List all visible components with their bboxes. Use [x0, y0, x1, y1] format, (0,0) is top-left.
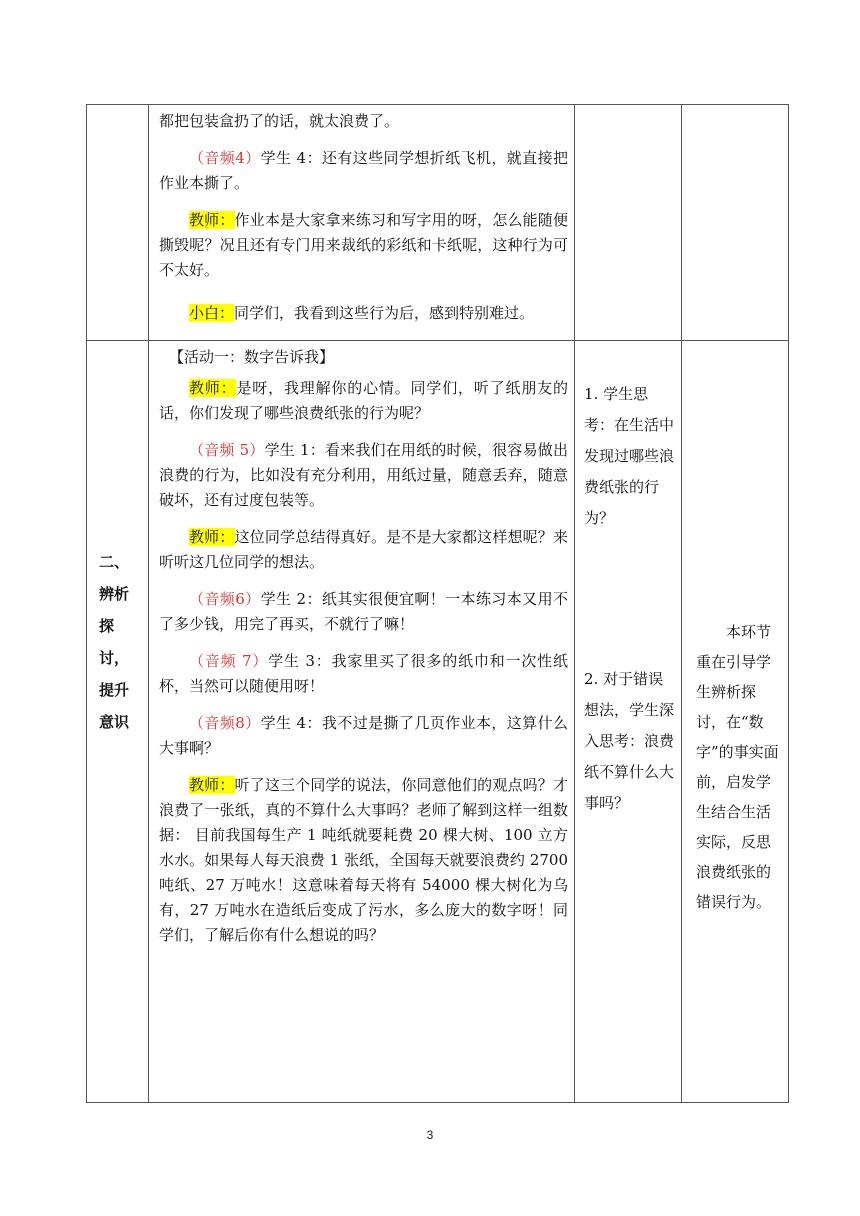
speaker-label: 教师：	[189, 211, 235, 229]
speaker-label: 小白：	[189, 304, 235, 322]
activity-title: 【活动一：数字告诉我】	[169, 348, 335, 366]
audio-line: （音频8）学生 4：我不过是撕了几页作业本，这算什么大事啊？	[159, 714, 568, 757]
audio-tag: （音频6）	[189, 590, 261, 608]
teacher-line: 教师：作业本是大家拿来练习和写字用的呀，怎么能随便撕毁呢？况且还有专门用来裁纸的彩纸和卡纸呢，这种行为可不太好。	[159, 211, 568, 279]
teacher-line: 教师：听了这三个同学的说法，你同意他们的观点吗？才浪费了一张纸，真的不算什么大事吗？老师了解到这样一组数据： 目前我国每生产 1 吨纸就要耗费 20 棵大树、100 立方水水。如果每人每天浪费 1 张纸，全国每天就要浪费约 2700 吨纸、27 万吨水！这意味着每天将有 54000 棵大树化为乌有，27 万吨水在造纸后变成了污水，多么庞大的数字呀！同学们，了解后你有什么想说的吗？	[159, 776, 568, 944]
audio-line: （音频 7）学生 3：我家里买了很多的纸巾和一次性纸杯，当然可以随便用呀！	[159, 652, 568, 695]
audio-tag: （音频8）	[189, 714, 261, 732]
table-row	[87, 341, 789, 1103]
student-cell-empty	[575, 105, 682, 341]
page-number: 3	[426, 1128, 434, 1142]
process-cell	[149, 105, 575, 341]
lesson-plan-table	[86, 104, 789, 1103]
teacher-line: 教师：是呀，我理解你的心情。同学们，听了纸朋友的话，你们发现了哪些浪费纸张的行为呢？	[159, 379, 568, 422]
design-intent: 本环节重在引导学生辨析探讨，在“数字”的事实面前，启发学生结合生活实际，反思浪费纸张的错误行为。	[696, 622, 779, 911]
student-activity-1: 1. 学生思考：在生活中发现过哪些浪费纸张的行为？	[584, 385, 675, 527]
audio-tag: （音频 5）	[189, 441, 265, 459]
speaker-label: 教师：	[189, 776, 235, 794]
teacher-line: 教师：这位同学总结得真好。是不是大家都这样想呢？来听听这几位同学的想法。	[159, 528, 568, 571]
design-intent-cell	[682, 341, 789, 1103]
xiaobai-line: 小白：同学们，我看到这些行为后，感到特别难过。	[189, 304, 535, 322]
audio-tag: （音频4）	[189, 149, 261, 167]
text-line: 都把包装盒扔了的话，就太浪费了。	[159, 112, 400, 130]
stage-cell	[87, 341, 149, 1103]
audio-line: （音频4）学生 4：还有这些同学想折纸飞机，就直接把作业本撕了。	[159, 149, 568, 192]
speaker-label: 教师：	[189, 528, 235, 546]
student-activity-cell	[575, 341, 682, 1103]
stage-title: 二、辨析探讨，提升意识	[99, 552, 130, 731]
audio-line: （音频 5）学生 1：看来我们在用纸的时候，很容易做出浪费的行为，比如没有充分利用，用纸过量，随意丢弃，随意破坏，还有过度包装等。	[159, 441, 568, 509]
student-activity-2: 2. 对于错误想法，学生深入思考：浪费纸不算什么大事吗？	[584, 670, 675, 812]
audio-line: （音频6）学生 2：纸其实很便宜啊！一本练习本又用不了多少钱，用完了再买，不就行了嘛！	[159, 590, 568, 633]
table-row	[87, 105, 789, 341]
speaker-label: 教师：	[189, 379, 237, 397]
audio-tag: （音频 7）	[189, 652, 269, 670]
intent-cell-empty	[682, 105, 789, 341]
process-cell	[149, 341, 575, 1103]
stage-cell-empty	[87, 105, 149, 341]
